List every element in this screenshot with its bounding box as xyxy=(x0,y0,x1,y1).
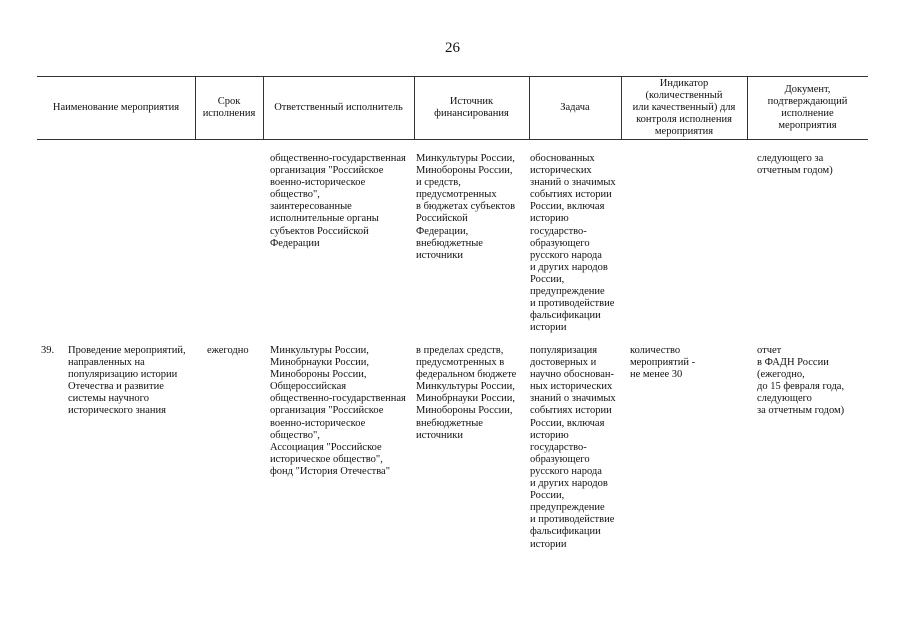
page-number: 26 xyxy=(445,40,460,56)
header-deadline: Срок исполнения xyxy=(202,96,256,119)
row-39-funding: в пределах средств, предусмотренных в федеральном бюджете Минкультуры России, Минобрнауки России, Минобороны России, внебюджетные источники xyxy=(416,345,517,441)
row-39-document: отчет в ФАДН России (ежегодно, до 15 февраля года, следующего за отчетным годом) xyxy=(757,345,845,417)
row-39-executor: Минкультуры России, Минобрнауки России, Минобороны России, Общероссийская общественно-государственная организация "Российское военно-историческое общество", Ассоциация "Российское историческое общество", фонд "История Отечества" xyxy=(270,345,406,477)
row-39-name: Проведение мероприятий, направленных на популяризацию истории Отечества и развитие системы научного исторического знания xyxy=(68,345,186,417)
header-funding: Источник финансирования xyxy=(434,96,509,119)
header-executor: Ответственный исполнитель xyxy=(274,102,403,113)
cont-document: следующего за отчетным годом) xyxy=(757,153,833,177)
row-39-number: 39. xyxy=(41,345,55,356)
header-task: Задача xyxy=(560,102,590,113)
row-39-deadline: ежегодно xyxy=(207,345,249,356)
header-indicator: Индикатор (количественный или качественный) для контроля исполнения мероприятия xyxy=(632,78,736,137)
cont-funding: Минкультуры России, Минобороны России, и средств, предусмотренных в бюджетах субъектов Российской Федерации, внебюджетные источники xyxy=(416,153,516,261)
cont-task: обоснованных исторических знаний о значимых событиях истории России, включая историю государство- образующего русского народа и других народов России, предупреждение и противодействие фальсификации истории xyxy=(530,153,616,334)
cont-executor: общественно-государственная организация "Российское военно-историческое общество", заинтересованные исполнительные органы субъектов Российской Федерации xyxy=(270,153,406,249)
row-39-task: популяризация достоверных и научно обоснован- ных исторических знаний о значимых событиях истории России, включая историю государство- образующего русского народа и других народов России, предупреждение и противодействие фальсификации истории xyxy=(530,345,616,550)
header-document: Документ, подтверждающий исполнение мероприятия xyxy=(767,84,848,131)
table-header xyxy=(37,76,868,140)
header-event-name: Наименование мероприятия xyxy=(52,102,180,113)
row-39-indicator: количество мероприятий - не менее 30 xyxy=(630,345,696,381)
